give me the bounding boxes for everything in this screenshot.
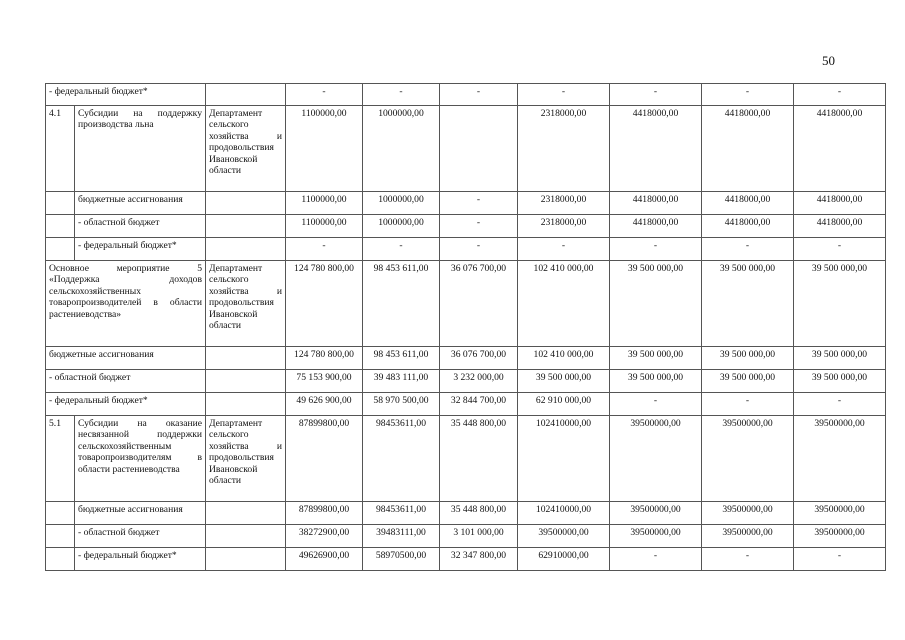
value-cell: 39500000,00 [610, 416, 702, 502]
value-cell: 102410000,00 [518, 502, 610, 525]
value-cell: - [610, 393, 702, 416]
value-cell: 58 970 500,00 [363, 393, 440, 416]
value-cell: - [610, 84, 702, 106]
row-number: 4.1 [46, 106, 75, 192]
value-cell: 75 153 900,00 [286, 370, 363, 393]
value-cell: - [440, 238, 518, 261]
value-cell: - [518, 84, 610, 106]
value-cell: 39 500 000,00 [610, 261, 702, 347]
row-label: Субсидии на поддержку производства льна [75, 106, 206, 192]
page-number: 50 [822, 53, 835, 68]
value-cell: 36 076 700,00 [440, 261, 518, 347]
value-cell: 98 453 611,00 [363, 261, 440, 347]
row-label: бюджетные ассигнования [46, 347, 206, 370]
value-cell: 4418000,00 [794, 215, 886, 238]
value-cell: 3 101 000,00 [440, 525, 518, 548]
row-number [46, 215, 75, 238]
value-cell: 36 076 700,00 [440, 347, 518, 370]
value-cell: 58970500,00 [363, 548, 440, 571]
value-cell: 39 500 000,00 [794, 370, 886, 393]
dept-cell: Департамент сельского хозяйства и продовольствия Ивановской области [206, 416, 286, 502]
value-cell: - [702, 84, 794, 106]
value-cell: - [702, 548, 794, 571]
row-label: - федеральный бюджет* [75, 548, 206, 571]
dept-cell [206, 238, 286, 261]
value-cell: 102 410 000,00 [518, 347, 610, 370]
dept-cell: Департамент сельского хозяйства и продовольствия Ивановской области [206, 106, 286, 192]
row-label: - федеральный бюджет* [46, 84, 206, 106]
value-cell: - [440, 84, 518, 106]
row-label: Субсидии на оказание несвязанной поддержки сельскохозяйственным товаропроизводителям в области растениеводства [75, 416, 206, 502]
value-cell: 49626900,00 [286, 548, 363, 571]
value-cell: 4418000,00 [702, 192, 794, 215]
value-cell: 39500000,00 [794, 525, 886, 548]
dept-cell [206, 215, 286, 238]
value-cell: - [440, 192, 518, 215]
table-row [46, 502, 886, 525]
value-cell: - [440, 215, 518, 238]
value-cell: 98453611,00 [363, 502, 440, 525]
row-number [46, 192, 75, 215]
value-cell: - [702, 393, 794, 416]
value-cell: 2318000,00 [518, 106, 610, 192]
value-cell: - [610, 238, 702, 261]
value-cell: 1000000,00 [363, 106, 440, 192]
value-cell: 4418000,00 [794, 106, 886, 192]
value-cell: 4418000,00 [702, 106, 794, 192]
value-cell: 32 347 800,00 [440, 548, 518, 571]
value-cell: 38272900,00 [286, 525, 363, 548]
row-number [46, 525, 75, 548]
value-cell: 4418000,00 [794, 192, 886, 215]
table-row [46, 215, 886, 238]
table-row [46, 393, 886, 416]
value-cell: 4418000,00 [610, 192, 702, 215]
value-cell: 62910000,00 [518, 548, 610, 571]
row-number: 5.1 [46, 416, 75, 502]
table-row [46, 525, 886, 548]
dept-cell [206, 84, 286, 106]
value-cell: 39500000,00 [610, 525, 702, 548]
value-cell: 39 483 111,00 [363, 370, 440, 393]
value-cell: 32 844 700,00 [440, 393, 518, 416]
value-cell: - [794, 393, 886, 416]
dept-cell [206, 370, 286, 393]
value-cell: - [794, 238, 886, 261]
value-cell: 2318000,00 [518, 192, 610, 215]
value-cell: 87899800,00 [286, 416, 363, 502]
row-label: - областной бюджет [75, 525, 206, 548]
value-cell: 39 500 000,00 [794, 347, 886, 370]
table-row [46, 370, 886, 393]
dept-cell [206, 525, 286, 548]
value-cell: 39 500 000,00 [610, 370, 702, 393]
table-row [46, 347, 886, 370]
value-cell: - [518, 238, 610, 261]
value-cell: 39 500 000,00 [702, 370, 794, 393]
value-cell: 39500000,00 [518, 525, 610, 548]
row-label: бюджетные ассигнования [75, 192, 206, 215]
value-cell: 39500000,00 [702, 502, 794, 525]
value-cell: 39500000,00 [702, 525, 794, 548]
value-cell: - [610, 548, 702, 571]
dept-cell: Департамент сельского хозяйства и продовольствия Ивановской области [206, 261, 286, 347]
value-cell: 102410000,00 [518, 416, 610, 502]
table-row [46, 548, 886, 571]
row-label: - федеральный бюджет* [75, 238, 206, 261]
value-cell: - [702, 238, 794, 261]
value-cell: 35 448 800,00 [440, 502, 518, 525]
value-cell: 102 410 000,00 [518, 261, 610, 347]
row-label: - федеральный бюджет* [46, 393, 206, 416]
value-cell: - [363, 238, 440, 261]
value-cell: 98 453 611,00 [363, 347, 440, 370]
value-cell: 39500000,00 [794, 502, 886, 525]
value-cell: 1000000,00 [363, 192, 440, 215]
value-cell: 124 780 800,00 [286, 261, 363, 347]
row-label: Основное мероприятие 5 «Поддержка доходов сельскохозяйственных товаропроизводителей в области растениеводства» [46, 261, 206, 347]
value-cell: - [286, 84, 363, 106]
value-cell: 39 500 000,00 [518, 370, 610, 393]
value-cell: 35 448 800,00 [440, 416, 518, 502]
table-row [46, 261, 886, 347]
value-cell: 39 500 000,00 [794, 261, 886, 347]
value-cell: 1100000,00 [286, 106, 363, 192]
value-cell: 39500000,00 [794, 416, 886, 502]
value-cell: 62 910 000,00 [518, 393, 610, 416]
value-cell: - [363, 84, 440, 106]
value-cell: 3 232 000,00 [440, 370, 518, 393]
value-cell: - [794, 548, 886, 571]
value-cell [440, 106, 518, 192]
value-cell: 2318000,00 [518, 215, 610, 238]
value-cell: - [286, 238, 363, 261]
table-row [46, 416, 886, 502]
row-label: - областной бюджет [75, 215, 206, 238]
value-cell: 49 626 900,00 [286, 393, 363, 416]
budget-table [45, 83, 886, 571]
value-cell: 124 780 800,00 [286, 347, 363, 370]
value-cell: 4418000,00 [702, 215, 794, 238]
value-cell: 1000000,00 [363, 215, 440, 238]
table-row [46, 106, 886, 192]
value-cell: 39 500 000,00 [702, 261, 794, 347]
row-label: - областной бюджет [46, 370, 206, 393]
dept-cell [206, 548, 286, 571]
row-number [46, 502, 75, 525]
table-row [46, 84, 886, 106]
row-number [46, 548, 75, 571]
value-cell: 39 500 000,00 [610, 347, 702, 370]
value-cell: 39500000,00 [610, 502, 702, 525]
table-row [46, 238, 886, 261]
value-cell: - [794, 84, 886, 106]
value-cell: 1100000,00 [286, 215, 363, 238]
value-cell: 1100000,00 [286, 192, 363, 215]
dept-cell [206, 192, 286, 215]
dept-cell [206, 393, 286, 416]
row-number [46, 238, 75, 261]
value-cell: 39500000,00 [702, 416, 794, 502]
value-cell: 39483111,00 [363, 525, 440, 548]
table-row [46, 192, 886, 215]
value-cell: 87899800,00 [286, 502, 363, 525]
dept-cell [206, 502, 286, 525]
value-cell: 98453611,00 [363, 416, 440, 502]
row-label: бюджетные ассигнования [75, 502, 206, 525]
value-cell: 4418000,00 [610, 215, 702, 238]
value-cell: 39 500 000,00 [702, 347, 794, 370]
value-cell: 4418000,00 [610, 106, 702, 192]
dept-cell [206, 347, 286, 370]
